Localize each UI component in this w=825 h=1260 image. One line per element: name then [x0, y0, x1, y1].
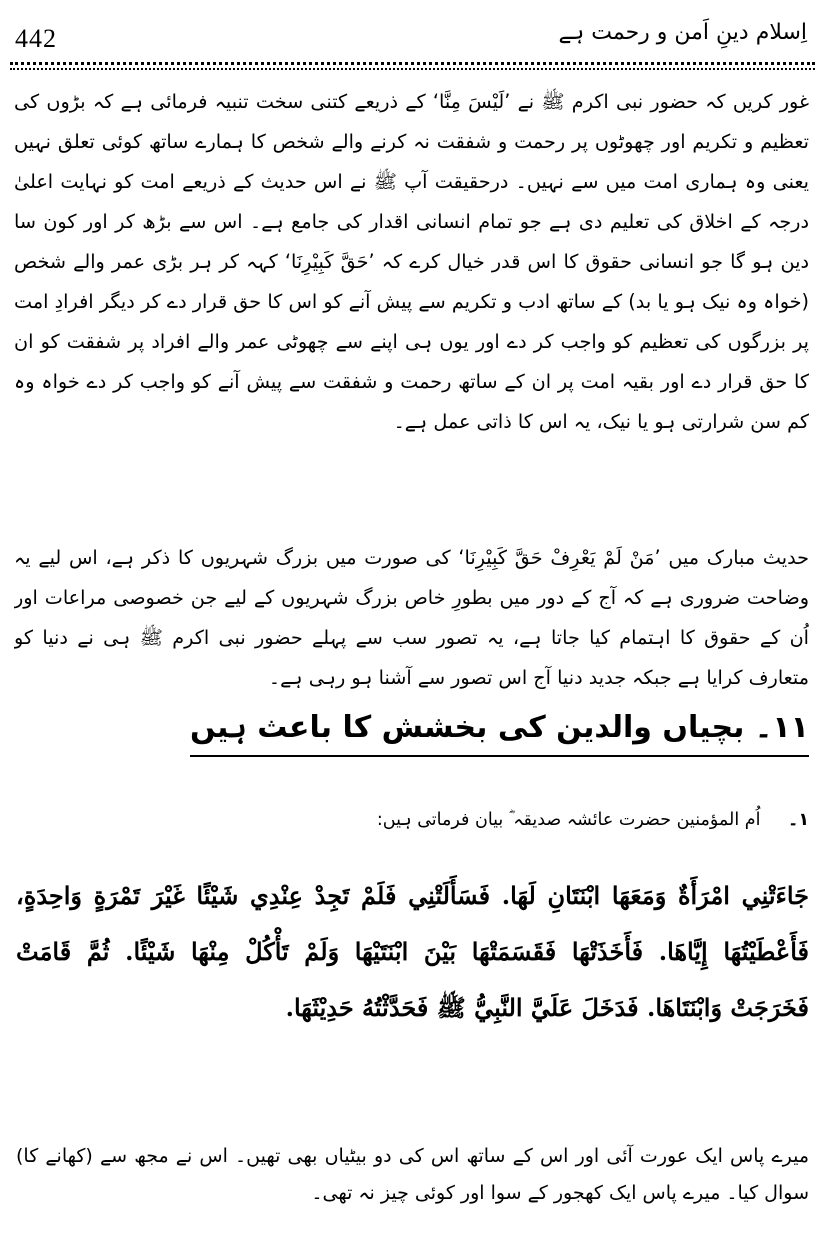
page-header — [10, 18, 815, 58]
main-text — [14, 82, 809, 698]
hadith-number: ١۔ — [788, 810, 809, 830]
section-heading: ۱۱۔ بچیاں والدین کی بخشش کا باعث ہیں — [190, 705, 809, 757]
hadith-intro — [16, 805, 809, 835]
header-divider-secondary — [10, 68, 815, 70]
urdu-translation: میرے پاس ایک عورت آئی اور اس کے ساتھ اس کی دو بیٹیاں بھی تھیں۔ اس نے مجھ سے (کھانے کا) سوال کیا۔ میرے پاس ایک کھجور کے سوا اور کوئی چیز نہ تھی۔ — [16, 1145, 809, 1204]
header-divider — [10, 62, 815, 65]
section-heading-wrap — [190, 705, 809, 757]
paragraph-1: غور کریں کہ حضور نبی اکرم ﷺ نے ’لَيْسَ مِنَّا‘ کے ذریعے کتنی سخت تنبیہ فرمائی ہے کہ بڑوں کی تعظیم و تکریم اور چھوٹوں پر رحمت و شفقت نہ کرنے والے شخص کا ہمارے ساتھ کوئی تعلق نہیں یعنی وہ ہماری امت میں سے نہیں۔ درحقیقت آپ ﷺ نے اس حدیث کے ذریعے امت کو نہایت اعلیٰ درجہ کے اخلاق کی تعلیم دی ہے جو تمام انسانی اقدار کی جامع ہے۔ اس سے بڑھ کر اور کون سا دین ہو گا جو انسانی حقوق کا اس قدر خیال کرے کہ ’حَقَّ كَبِيْرِنَا‘ کہہ کر ہر بڑی عمر والے شخص (خواہ وہ نیک ہو یا بد) کے ساتھ ادب و تکریم سے پیش آنے کو اس کا حق قرار دے کر دیگر افرادِ امت پر بزرگوں کی تعظیم کو واجب کر دے اور یوں ہی اپنے سے چھوٹی عمر والے افراد پر شفقت کو ان کا حق قرار دے اور بقیہ امت پر ان کے ساتھ رحمت و شفقت سے پیش آنے کو واجب کر دے خواہ وہ کم سن شرارتی ہو یا نیک، یہ اس کا ذاتی عمل ہے۔ — [14, 90, 809, 433]
paragraph-2: حدیث مبارک میں ’مَنْ لَمْ يَعْرِفْ حَقَّ كَبِيْرِنَا‘ کی صورت میں بزرگ شہریوں کا ذکر ہے، اس لیے یہ وضاحت ضروری ہے کہ آج کے دور میں بطورِ خاص بزرگ شہریوں کے لیے جن خصوصی مراعات اور اُن کے حقوق کا اہتمام کیا جاتا ہے، یہ تصور سب سے پہلے حضور نبی اکرم ﷺ ہی نے دنیا کو متعارف کرایا ہے جبکہ جدید دنیا آج اس تصور سے آشنا ہو رہی ہے۔ — [14, 546, 809, 689]
hadith-intro-text: اُم المؤمنین حضرت عائشہ صدیقہ ؓ بیان فرماتی ہیں: — [376, 810, 761, 830]
running-title: اِسلام دینِ اَمن و رحمت ہے — [558, 20, 807, 45]
arabic-hadith-text: جَاءَتْنِي امْرَأَةٌ وَمَعَهَا ابْنَتَانِ لَهَا. فَسَأَلَتْنِي فَلَمْ تَجِدْ عِنْدِي شَيْئًا غَيْرَ تَمْرَةٍ وَاحِدَةٍ، فَأَعْطَيْتُهَا إِيَّاهَا. فَأَخَذَتْهَا فَقَسَمَتْهَا بَيْنَ ابْنَتَيْهَا وَلَمْ تَأْكُلْ مِنْهَا شَيْئًا. ثُمَّ قَامَتْ فَخَرَجَتْ وَابْنَتَاهَا. فَدَخَلَ عَلَيَّ النَّبِيُّ ﷺ فَحَدَّثْتُهُ حَدِيْثَهَا. — [16, 881, 809, 1022]
page-number: 442 — [15, 24, 57, 53]
